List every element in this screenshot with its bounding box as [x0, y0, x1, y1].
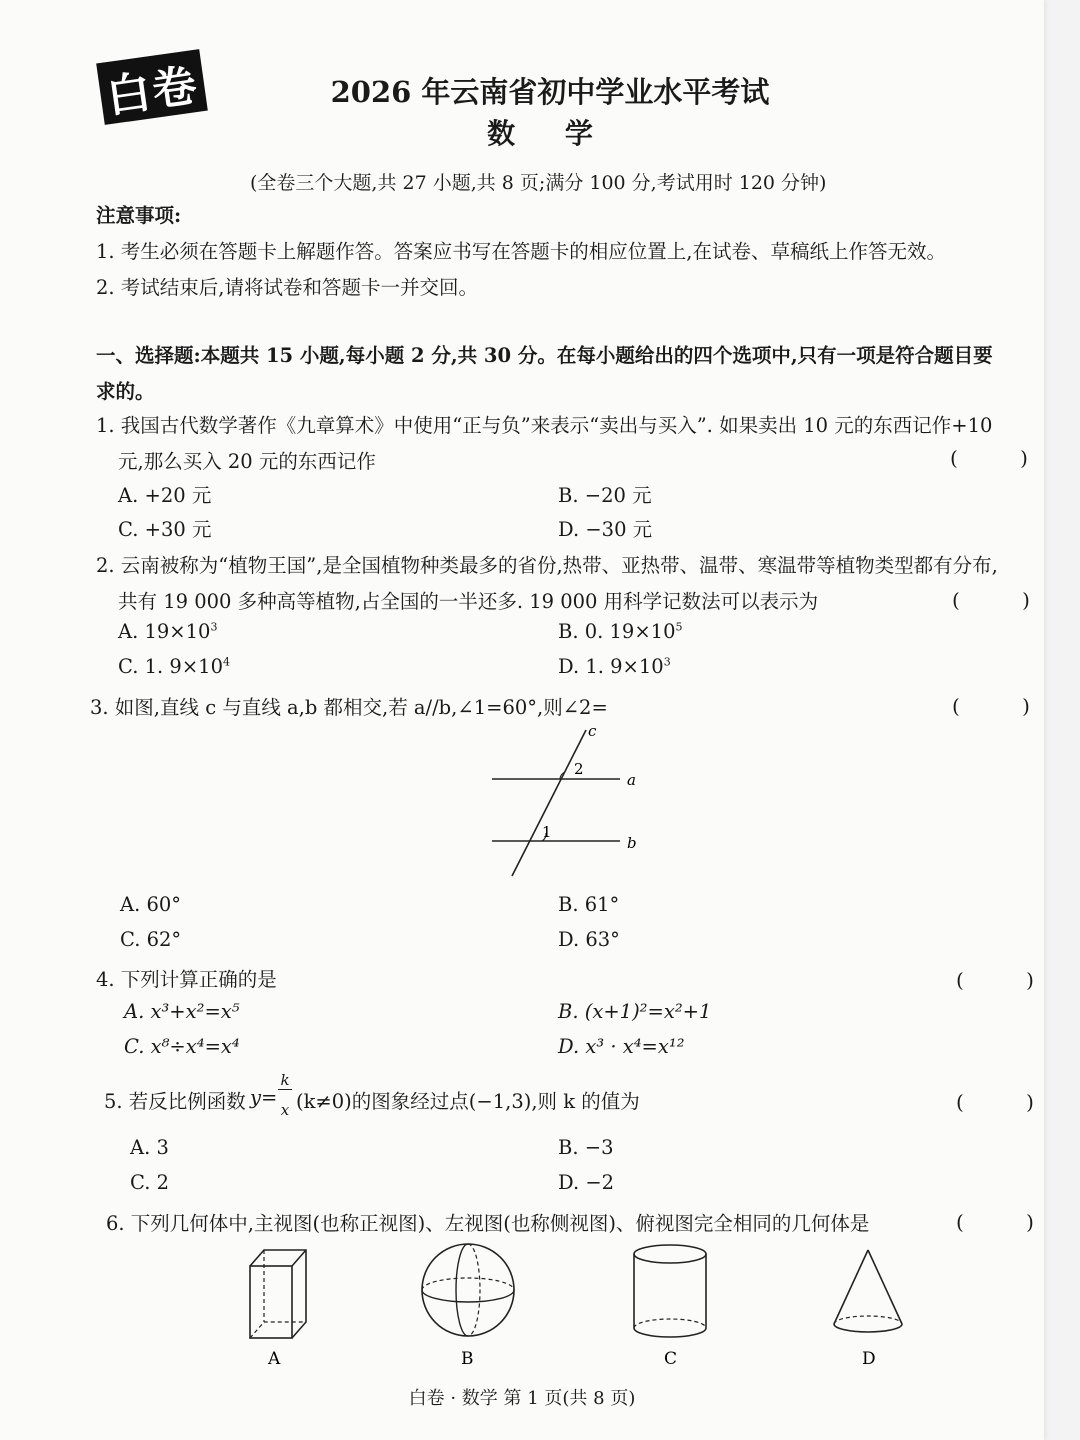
notice-heading: 注意事项: — [96, 204, 182, 227]
q5-option-b: B. −3 — [558, 1136, 614, 1159]
label-a: a — [627, 771, 636, 789]
label-angle-1: 1 — [542, 823, 552, 841]
q1-option-b: B. −20 元 — [558, 484, 652, 507]
q2-line-1: 2. 云南被称为“植物王国”,是全国植物种类最多的省份,热带、亚热带、温带、寒温带等植物类型都有分布, — [96, 554, 998, 577]
q4-stem: 4. 下列计算正确的是 — [96, 968, 277, 991]
sphere-icon — [414, 1238, 524, 1372]
exam-subject: 数 学 — [487, 117, 613, 150]
parallel-lines-figure — [480, 720, 650, 885]
page-footer: 白卷 · 数学 第 1 页(共 8 页) — [408, 1388, 636, 1409]
q1-option-d: D. −30 元 — [558, 518, 653, 541]
q1-answer-paren: ( ) — [950, 446, 1056, 470]
q5-stem-pre: 5. 若反比例函数 — [104, 1090, 246, 1113]
solid-label-a: A — [268, 1349, 281, 1369]
q3-option-b: B. 61° — [558, 893, 620, 916]
q2-option-d: D. 1. $9\times 10^3$ — [558, 655, 671, 678]
notice-item-2: 2. 考试结束后,请将试卷和答题卡一并交回。 — [96, 276, 479, 299]
q5-formula-y: y= — [250, 1086, 278, 1109]
q2-answer-paren: ( ) — [952, 588, 1058, 612]
q3-stem: 3. 如图,直线 c 与直线 a,b 都相交,若 a//b,∠1=60°,则∠2= — [90, 696, 608, 719]
cone-icon — [826, 1240, 916, 1372]
q5-option-a: A. 3 — [130, 1136, 169, 1159]
q4-option-c: C. x⁸÷x⁴=x⁴ — [124, 1035, 240, 1058]
q5-option-c: C. 2 — [130, 1171, 170, 1194]
q1-line-2: 元,那么买入 20 元的东西记作 — [118, 450, 376, 473]
rectangular-prism-icon — [240, 1240, 320, 1370]
q1-option-a: A. +20 元 — [118, 484, 212, 507]
q5-stem-post: (k≠0)的图象经过点(−1,3),则 k 的值为 — [296, 1090, 640, 1113]
q3-option-a: A. 60° — [120, 893, 182, 916]
q6-stem: 6. 下列几何体中,主视图(也称正视图)、左视图(也称侧视图)、俯视图完全相同的几何体是 — [106, 1212, 870, 1235]
label-angle-2: 2 — [574, 760, 584, 778]
q2-option-a: A. $19\times 10^3$ — [118, 620, 218, 643]
q2-option-c: C. 1. $9\times 10^4$ — [118, 655, 230, 678]
solid-label-c: C — [664, 1349, 678, 1369]
exam-info: (全卷三个大题,共 27 小题,共 8 页;满分 100 分,考试用时 120 分钟) — [250, 172, 827, 194]
q5-fraction-denominator: x — [280, 1101, 290, 1119]
q4-option-a: A. x³+x²=x⁵ — [124, 1000, 240, 1023]
q6-answer-paren: ( ) — [956, 1210, 1062, 1234]
q4-option-b: B. (x+1)²=x²+1 — [558, 1000, 712, 1023]
q2-option-b: B. 0. $19\times 10^5$ — [558, 620, 683, 643]
baijuan-stamp: 白卷 — [96, 49, 208, 125]
q4-option-d: D. x³ · x⁴=x¹² — [558, 1035, 685, 1058]
solid-label-d: D — [862, 1349, 876, 1369]
section-1-line-1: 一、选择题:本题共 15 小题,每小题 2 分,共 30 分。在每小题给出的四个选项中,只有一项是符合题目要 — [96, 344, 993, 367]
line-c — [512, 730, 586, 876]
q3-answer-paren: ( ) — [952, 694, 1058, 718]
label-b: b — [627, 834, 637, 852]
solid-label-b: B — [461, 1349, 474, 1369]
section-1-line-2: 求的。 — [96, 380, 155, 403]
q1-line-1: 1. 我国古代数学著作《九章算术》中使用“正与负”来表示“卖出与买入”. 如果卖出 10 元的东西记作+10 — [96, 414, 993, 437]
q1-option-c: C. +30 元 — [118, 518, 212, 541]
notice-item-1: 1. 考生必须在答题卡上解题作答。答案应书写在答题卡的相应位置上,在试卷、草稿纸上作答无效。 — [96, 240, 947, 263]
label-c: c — [588, 722, 597, 740]
q5-option-d: D. −2 — [558, 1171, 615, 1194]
q2-line-2: 共有 19 000 多种高等植物,占全国的一半还多. 19 000 用科学记数法可以表示为 — [118, 590, 819, 613]
q4-answer-paren: ( ) — [956, 968, 1062, 992]
q5-fraction-numerator: k — [278, 1072, 292, 1090]
q5-answer-paren: ( ) — [956, 1090, 1062, 1114]
q3-option-c: C. 62° — [120, 928, 182, 951]
q3-option-d: D. 63° — [558, 928, 620, 951]
exam-title: 2026 年云南省初中学业水平考试 — [330, 75, 770, 109]
cylinder-icon — [626, 1238, 716, 1372]
